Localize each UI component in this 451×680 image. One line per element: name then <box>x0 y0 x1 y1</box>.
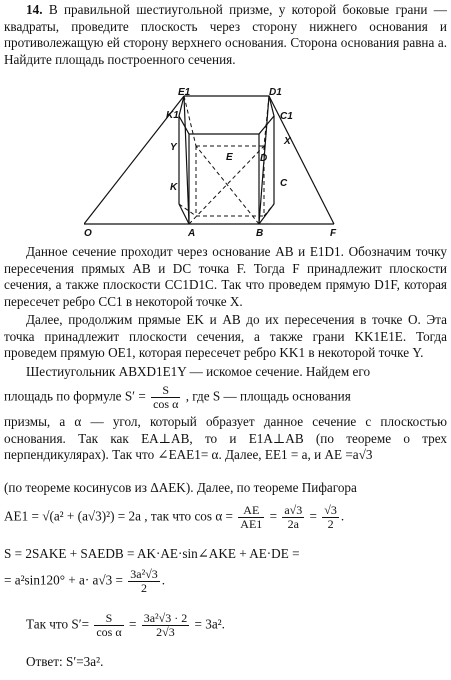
eq1-f3-den: 2 <box>327 517 334 531</box>
eq3-den: 2 <box>141 581 148 595</box>
label-c: C <box>280 178 288 189</box>
formula-post: , где S — площадь основания <box>185 388 351 404</box>
problem-statement <box>4 2 447 68</box>
eq1-f2-num: a√3 <box>284 503 303 517</box>
eq1-frac-2 <box>282 504 304 531</box>
eq4-post: = 3a². <box>194 616 225 632</box>
equation-1: AE1 = √(a² + (a√3)²) = 2a , так что cos α = $\frac{AE}{AE1}$ = $\frac{a√3}{2a}$ = $\frac{√3}{2}$ . <box>4 503 345 531</box>
eq1-frac-3 <box>322 504 339 531</box>
eq4-f2-num: 3a²√3 · 2 <box>143 611 188 625</box>
equation-2: S = 2SAKE + SAEDB = AK·AE·sin∠AKE + AE·DE = <box>4 546 300 561</box>
problem-text: В правильной шестиугольной призме, у которой боковые грани — квадраты, проведите плоскость через сторону нижнего основания и противолежащую ей сторону верхнего основания. Сторона основания равна a. Найдите площадь построенного сечения. <box>4 2 447 67</box>
problem-number: 14. <box>26 2 43 17</box>
eq4-f2-den: 2√3 <box>156 625 175 639</box>
formula-pre: площадь по формуле S′ = <box>4 388 146 404</box>
eq1-frac-1 <box>238 504 264 531</box>
label-k1: K1 <box>166 110 179 121</box>
formula-line <box>4 384 351 411</box>
label-d: D <box>260 153 268 164</box>
eq3-frac <box>128 568 160 595</box>
label-a: A <box>188 228 196 236</box>
eq4-frac-2 <box>142 612 190 639</box>
fraction-numerator: S <box>151 384 180 398</box>
fraction-denominator: cos α <box>153 397 179 411</box>
equation-3: = a²sin120° + a· a√3 = $\frac{\text{3a²√3}}{2}$ . <box>4 567 166 595</box>
label-d1: D1 <box>269 87 282 98</box>
eq1-f2-den: 2a <box>287 517 299 531</box>
solution-paragraph-3a: Шестиугольник ABXD1E1Y — искомое сечение. Найдем его <box>26 364 371 379</box>
eq4-pre: Так что S′= <box>26 616 90 632</box>
eq3-num: 3a²√3 <box>130 567 158 581</box>
solution-paragraph-2: Далее, продолжим прямые EK и AB до их пересечения в точке O. Эта точка принадлежит плоскости сечения, а также грани KK1E1E. Тогда проведем прямую OE1, которая пересечет ребро KK1 в некоторой точке Y. <box>4 312 447 361</box>
solution-paragraph-3c: призмы, а α — угол, который образует данное сечение с плоскостью основания. Так как EA⊥AB, то и E1A⊥AB (по теореме о трех перпендикулярах). Так что ∠EAE1= α. Далее, EE1 = a, и AE =a√3 <box>4 414 447 463</box>
eq1-f1-den: AE1 <box>240 517 263 531</box>
label-b: B <box>256 228 264 236</box>
eq4-f1-num: S <box>94 612 123 626</box>
prism-figure <box>84 86 384 236</box>
solution-paragraph-1: Данное сечение проходит через основание AB и E1D1. Обозначим точку пересечения прямых AB и DC точка F. Тогда F принадлежит плоскости сечения, а также плоскости CC1D1C. Так что проведем прямую D1F, которая пересечет ребро CC1 в некоторой точке X. <box>4 244 447 309</box>
eq4-f1-den: cos α <box>96 625 122 639</box>
solution-paragraph-3d: (по теореме косинусов из ΔAEK). Далее, по теореме Пифагора <box>4 480 357 495</box>
label-e: E <box>226 152 233 163</box>
label-y: Y <box>170 142 177 153</box>
eq1-lhs: AE1 = √(a² + (a√3)²) = 2a <box>4 508 141 524</box>
eq1-mid: , так что cos α = <box>144 508 233 524</box>
equation-4: Так что S′= $\frac{S}{\text{cos α}}$ = $\frac{\text{3a²√3 · 2}}{2√3}$ = 3a². <box>26 611 225 639</box>
label-f: F <box>330 228 337 236</box>
label-o: O <box>84 228 92 236</box>
formula-fraction <box>151 384 180 411</box>
eq1-f3-num: √3 <box>324 503 337 517</box>
label-x: X <box>284 136 291 147</box>
eq3-pre: = a²sin120° + a· a√3 = <box>4 572 123 588</box>
answer: Ответ: S′=3a². <box>26 654 104 669</box>
eq1-f1-num: AE <box>238 504 264 518</box>
eq4-frac-1 <box>94 612 123 639</box>
label-c1: C1 <box>280 111 293 122</box>
top-hexagon <box>179 96 274 134</box>
label-k: K <box>170 182 178 193</box>
label-e1: E1 <box>178 87 191 98</box>
